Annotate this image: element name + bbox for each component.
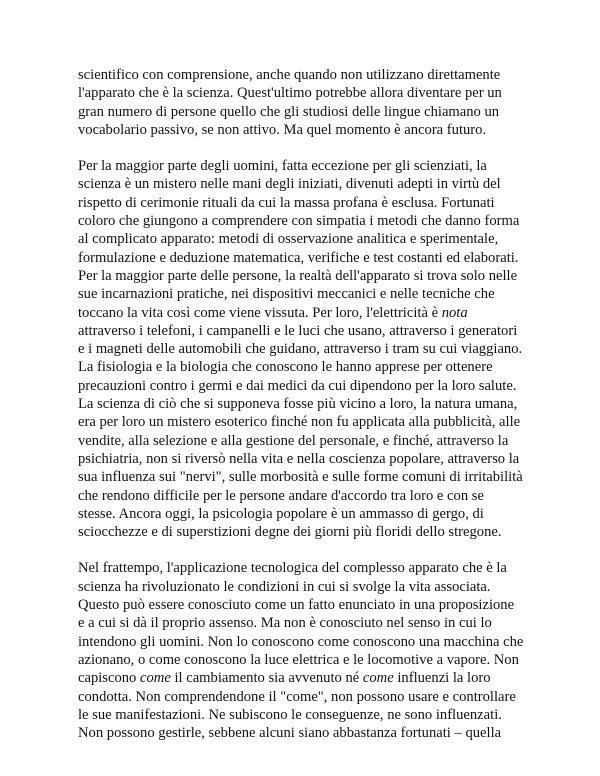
paragraph-2	[78, 157, 530, 541]
text-line: gran numero di persone quello che gli studiosi delle lingue chiamano un	[78, 103, 500, 120]
text-line: le sue manifestazioni. Ne subiscono le conseguenze, ne sono influenzati.	[78, 706, 502, 723]
text-line: Questo può essere conosciuto come un fatto enunciato in una proposizione	[78, 597, 515, 614]
text-line: scientifico con comprensione, anche quando non utilizzano direttamente	[78, 67, 501, 83]
text-line: sua influenza sui "nervi", sulle morbosità e sulle forme comuni di irritabilità	[78, 469, 523, 486]
text-line: precauzioni contro i germi e dai medici da cui dipendono per la loro salute.	[78, 377, 517, 394]
text-line: Non possono gestirle, sebbene alcuni siano abbastanza fortunati – quella	[78, 725, 502, 742]
italic-word: nota	[441, 304, 468, 321]
text-line: coloro che giungono a comprendere con simpatia i metodi che danno forma	[78, 213, 520, 230]
italic-word: come	[362, 670, 394, 687]
text-line-part: toccano la vita così come viene vissuta. Per loro, l'elettricità è	[78, 304, 442, 321]
text-line: l'apparato che è la scienza. Quest'ultimo potrebbe allora diventare per un	[78, 85, 502, 102]
text-line: Per la maggior parte delle persone, la realtà dell'apparato si trova solo nelle	[78, 267, 518, 284]
text-line: intendono gli uomini. Non lo conoscono come conoscono una macchina che	[78, 633, 524, 650]
text-line-part: influenzi la loro	[393, 670, 491, 687]
text-line: La scienza di ciò che si supponeva fosse più vicino a loro, la natura umana,	[78, 396, 518, 413]
text-line-part: capiscono	[78, 670, 141, 687]
text-line: al complicato apparato: metodi di osservazione analitica e sperimentale,	[78, 231, 499, 248]
text-line: formulazione e deduzione matematica, verifiche e test costanti ed elaborati.	[78, 249, 519, 266]
text-line: azionano, o come conoscono la luce elettrica e le locomotive a vapore. Non	[78, 651, 519, 668]
text-line: stesse. Ancora oggi, la psicologia popolare è un ammasso di gergo, di	[78, 505, 484, 522]
text-line: condotta. Non comprendendone il "come", non possono usare e controllare	[78, 688, 516, 705]
text-line: sciocchezze e di superstizioni degne dei giorni più floridi dello stregone.	[78, 524, 502, 541]
paragraph-1	[78, 66, 530, 139]
text-line: Per la maggior parte degli uomini, fatta eccezione per gli scienziati, la	[78, 158, 487, 175]
paragraph-3	[78, 559, 530, 742]
text-line: e a cui si dà il proprio assenso. Ma non è conosciuto nel senso in cui lo	[78, 615, 492, 632]
text-line: e i magneti delle automobili che guidano, attraverso i tram su cui viaggiano.	[78, 341, 523, 358]
text-line-part: il cambiamento sia avvenuto né	[170, 670, 363, 687]
text-line: che rendono difficile per le persone andare d'accordo tra loro e con se	[78, 487, 484, 504]
text-line: vendite, alla selezione e alla gestione del personale, e finché, attraverso la	[78, 432, 509, 449]
text-line: vocabolario passivo, se non attivo. Ma quel momento è ancora futuro.	[78, 121, 487, 138]
text-line: attraverso i telefoni, i campanelli e le luci che usano, attraverso i generatori	[78, 322, 518, 339]
text-line: rispetto di cerimonie rituali da cui la massa profana è esclusa. Fortunati	[78, 194, 495, 211]
text-line: scienza ha rivoluzionato le condizioni in cui si svolge la vita associata.	[78, 578, 491, 595]
italic-word: come	[140, 670, 171, 687]
text-line: Nel frattempo, l'applicazione tecnologica del complesso apparato che è la	[78, 560, 507, 577]
text-line	[78, 304, 530, 322]
text-line: era per loro un mistero esoterico finché non fu applicata alla pubblicità, alle	[78, 414, 521, 431]
text-line	[78, 669, 530, 687]
document-page	[78, 66, 530, 760]
text-line: scienza è un mistero nelle mani degli iniziati, divenuti adepti in virtù del	[78, 176, 501, 193]
text-line: psichiatria, non si riversò nella vita e nella coscienza popolare, attraverso la	[78, 450, 520, 467]
text-line: sue incarnazioni pratiche, nei dispositivi meccanici e nelle tecniche che	[78, 286, 495, 303]
text-line: La fisiologia e la biologia che conoscono le hanno apprese per ottenere	[78, 359, 493, 376]
